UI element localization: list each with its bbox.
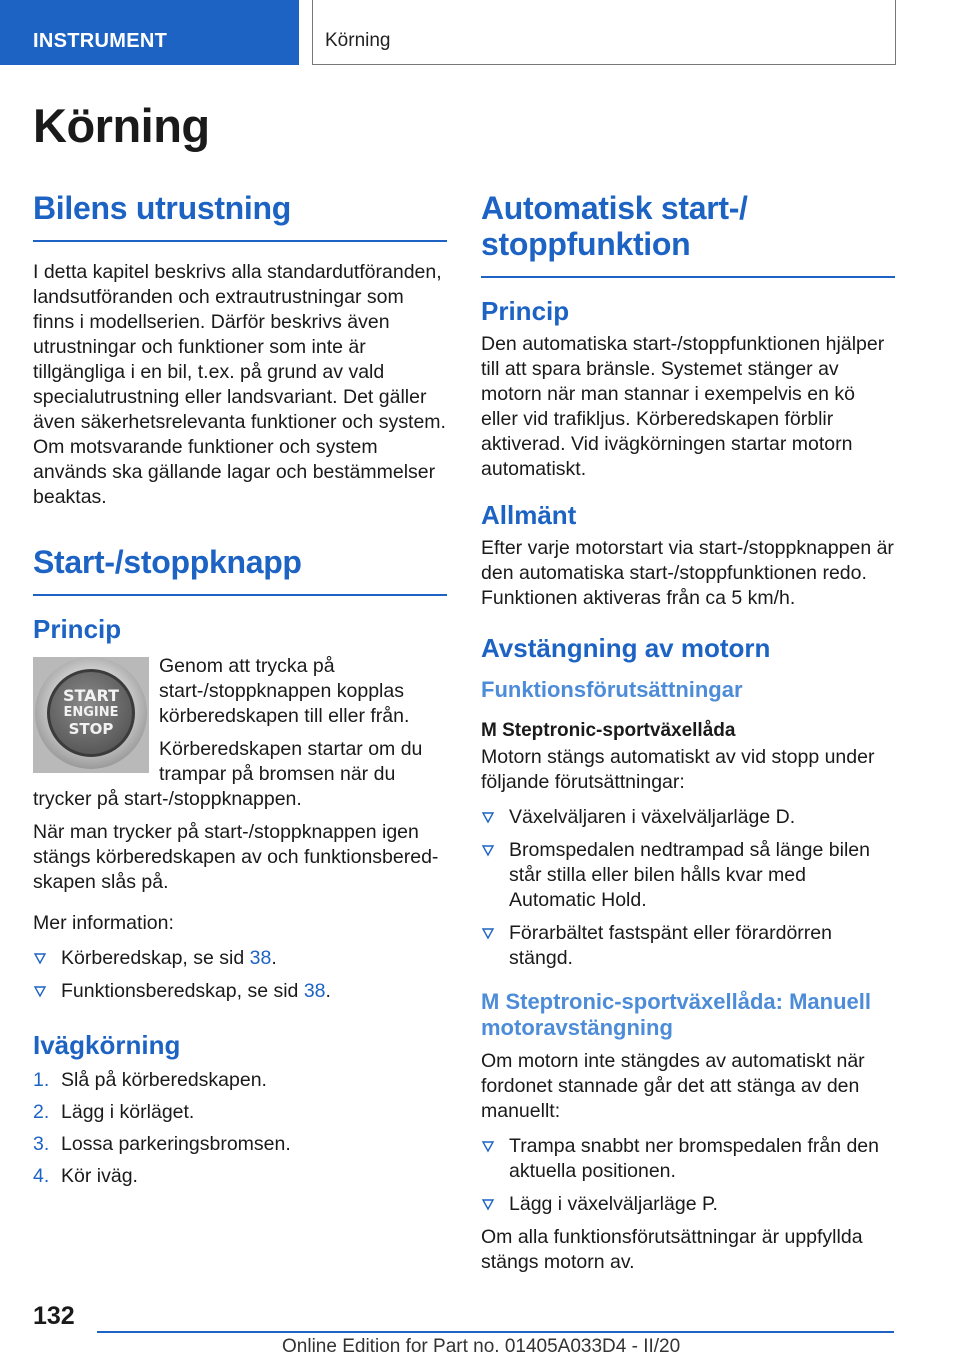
paragraph-equipment: I detta kapitel beskrivs alla standardutföranden, landsutföranden och extrautrustningar som finns i modellserien. Därför beskrivs även utrustningar och funktioner som inte är tillgängliga i en bil, t.ex. på grund av vald specialutrustning eller landsvariant. Det gäller även säkerhetsrelevanta funktioner och system. Om motsvarande funktioner och system används ska gällande lagar och bestämmelser beaktas. bbox=[33, 261, 446, 508]
principle-figure-block bbox=[33, 654, 447, 812]
paragraph-principle-3: När man trycker på start-/stoppknappen igen stängs körberedskapen av och funktionsberedskapen slås på. bbox=[33, 821, 439, 893]
footer-divider bbox=[97, 1331, 894, 1333]
triangle-bullet-icon bbox=[481, 810, 495, 824]
step-item bbox=[33, 1068, 447, 1093]
page-link[interactable]: 38 bbox=[303, 980, 326, 1002]
triangle-bullet-icon bbox=[481, 843, 495, 857]
triangle-bullet-icon bbox=[481, 926, 495, 940]
list-item bbox=[481, 838, 895, 913]
heading-principle: Princip bbox=[33, 614, 122, 644]
page-link[interactable]: 38 bbox=[249, 947, 272, 969]
step-text: Slå på körberedskapen. bbox=[61, 1069, 267, 1091]
right-column bbox=[481, 190, 895, 1283]
heading-conditions: Funktionsförutsättningar bbox=[481, 677, 743, 702]
list-item bbox=[33, 979, 447, 1004]
step-text: Lägg i körläget. bbox=[61, 1101, 195, 1123]
paragraph-principle: Den automatiska start-/stoppfunktionen hjälper till att spara bränsle. Systemet stänger av motorn när man stannar i exempelvis en kö eller vid trafikljus. Körberedskapen förblir aktiverad. Vid ivägkörningen startar motorn automatiskt. bbox=[481, 333, 885, 480]
heading-auto-start-stop: Automatisk start-/ stoppfunktion bbox=[481, 190, 895, 278]
chapter-tab: Körning bbox=[312, 0, 896, 65]
list-item-text: Lägg i växelväljarläge P. bbox=[509, 1193, 718, 1215]
list-item-text: Trampa snabbt ner bromspedalen från den aktuella positionen. bbox=[509, 1135, 879, 1182]
heading-start-stop-button: Start-/stoppknapp bbox=[33, 544, 447, 596]
paragraph-principle-2: Körberedskapen startar om du trampar på bromsen när du trycker på start-/stoppknappen. bbox=[33, 738, 423, 810]
list-item-text: Körberedskap, se sid bbox=[61, 947, 250, 969]
list-item bbox=[481, 1134, 895, 1184]
list-item-end: . bbox=[271, 947, 277, 969]
drive-off-steps bbox=[33, 1068, 447, 1189]
heading-general: Allmänt bbox=[481, 500, 577, 530]
heading-manual-engine-off: M Steptronic-sportväxellåda: Manuell motoravstängning bbox=[481, 989, 871, 1040]
list-item-text: Växelväljaren i växelväljarläge D. bbox=[509, 806, 796, 828]
engine-label-line-1: START bbox=[62, 686, 120, 705]
step-item bbox=[33, 1100, 447, 1125]
start-engine-stop-button-icon bbox=[33, 657, 149, 773]
triangle-bullet-icon bbox=[33, 984, 47, 998]
page-title: Körning bbox=[33, 99, 210, 152]
list-item bbox=[33, 946, 447, 971]
engine-label-line-2: ENGINE bbox=[63, 705, 119, 720]
conditions-list bbox=[481, 805, 895, 971]
page-number: 132 bbox=[33, 1302, 75, 1330]
list-item bbox=[481, 1192, 895, 1217]
list-item bbox=[481, 921, 895, 971]
step-text: Lossa parkeringsbromsen. bbox=[61, 1133, 291, 1155]
list-item-end: . bbox=[325, 980, 331, 1002]
triangle-bullet-icon bbox=[481, 1197, 495, 1211]
paragraph-manual: Om motorn inte stängdes av automatiskt när fordonet stannade går det att stänga av den manuellt: bbox=[481, 1050, 865, 1122]
list-item-text: Bromspedalen nedtrampad så länge bilen står stilla eller bilen hålls kvar med Automatic Hold. bbox=[509, 839, 870, 911]
more-info-list bbox=[33, 946, 447, 1004]
paragraph-steptronic: Motorn stängs automatiskt av vid stopp under följande förutsättningar: bbox=[481, 746, 875, 793]
step-item bbox=[33, 1132, 447, 1157]
step-number: 1. bbox=[33, 1069, 50, 1091]
list-item-text: Funktionsberedskap, se sid bbox=[61, 980, 304, 1002]
heading-equipment: Bilens utrustning bbox=[33, 190, 447, 242]
heading-engine-off: Avstängning av motorn bbox=[481, 633, 771, 663]
heading-principle: Princip bbox=[481, 296, 570, 326]
paragraph-principle-1: Genom att trycka på start-/stoppknappen kopplas körberedskapen till eller från. bbox=[159, 655, 410, 727]
section-tab: INSTRUMENT bbox=[0, 0, 299, 65]
triangle-bullet-icon bbox=[481, 1139, 495, 1153]
step-item bbox=[33, 1164, 447, 1189]
edition-note: Online Edition for Part no. 01405A033D4 - II/20 bbox=[282, 1336, 681, 1357]
engine-button-label bbox=[33, 687, 149, 738]
heading-steptronic: M Steptronic-sportväxellåda bbox=[481, 720, 736, 741]
left-column bbox=[33, 190, 447, 1196]
step-number: 3. bbox=[33, 1133, 50, 1155]
paragraph-final: Om alla funktionsförutsättningar är uppfyllda stängs motorn av. bbox=[481, 1226, 863, 1273]
engine-label-line-3: STOP bbox=[68, 720, 114, 738]
list-item-text: Förarbältet fastspänt eller förardörren stängd. bbox=[509, 922, 832, 969]
step-number: 4. bbox=[33, 1165, 50, 1187]
step-text: Kör iväg. bbox=[61, 1165, 138, 1187]
manual-list bbox=[481, 1134, 895, 1217]
list-item bbox=[481, 805, 895, 830]
paragraph-general: Efter varje motorstart via start-/stoppknappen är den automatiska start-/stoppfunktionen redo. Funktionen aktiveras från ca 5 km/h. bbox=[481, 537, 894, 609]
heading-drive-off: Ivägkörning bbox=[33, 1030, 181, 1060]
more-info-label: Mer information: bbox=[33, 912, 174, 934]
triangle-bullet-icon bbox=[33, 951, 47, 965]
step-number: 2. bbox=[33, 1101, 50, 1123]
